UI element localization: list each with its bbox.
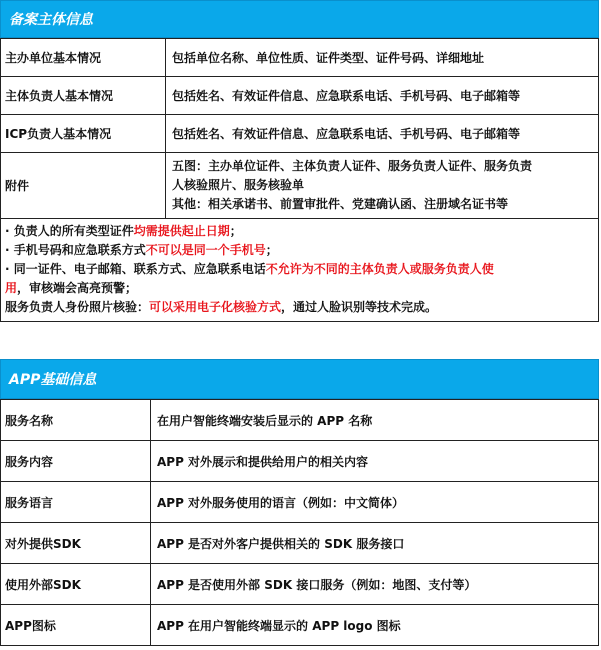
note-line: · 手机号码和应急联系方式不可以是同一个手机号； xyxy=(5,243,278,257)
note-line: · 负责人的所有类型证件均需提供起止日期； xyxy=(5,224,242,238)
row-key: 服务名称 xyxy=(1,400,151,441)
row-value: APP 对外展示和提供给用户的相关内容 xyxy=(151,441,599,482)
row-value: APP 是否对外客户提供相关的 SDK 服务接口 xyxy=(151,523,599,564)
row-key: 使用外部SDK xyxy=(1,564,151,605)
row-value: APP 是否使用外部 SDK 接口服务（例如：地图、支付等） xyxy=(151,564,599,605)
filing-subject-header: 备案主体信息 xyxy=(0,0,599,38)
row-value: APP 在用户智能终端显示的 APP logo 图标 xyxy=(151,605,599,646)
attachment-line: 其他：相关承诺书、前置审批件、党建确认函、注册域名证书等 xyxy=(172,197,509,211)
table-row xyxy=(1,605,599,646)
table-row xyxy=(1,523,599,564)
row-key: APP图标 xyxy=(1,605,151,646)
table-row xyxy=(1,482,599,523)
row-key: ICP负责人基本情况 xyxy=(1,115,166,153)
row-key: 服务语言 xyxy=(1,482,151,523)
filing-subject-table xyxy=(0,38,599,219)
row-value: 在用户智能终端安装后显示的 APP 名称 xyxy=(151,400,599,441)
row-value: APP 对外服务使用的语言（例如：中文简体） xyxy=(151,482,599,523)
note-line: 服务负责人身份照片核验：可以采用电子化核验方式，通过人脸识别等技术完成。 xyxy=(5,300,438,314)
attachment-line: 五图：主办单位证件、主体负责人证件、服务负责人证件、服务负责 xyxy=(172,159,533,173)
attachment-line: 人核验照片、服务核验单 xyxy=(172,178,305,192)
row-key: 主体负责人基本情况 xyxy=(1,77,166,115)
notes-block xyxy=(0,219,599,322)
app-basic-info-table xyxy=(0,399,599,646)
row-value xyxy=(166,153,599,219)
filing-subject-section xyxy=(0,0,599,322)
app-basic-info-section xyxy=(0,359,599,646)
row-key: 对外提供SDK xyxy=(1,523,151,564)
row-key: 主办单位基本情况 xyxy=(1,39,166,77)
app-basic-info-header: APP基础信息 xyxy=(0,359,599,399)
row-value: 包括姓名、有效证件信息、应急联系电话、手机号码、电子邮箱等 xyxy=(166,115,599,153)
row-value: 包括单位名称、单位性质、证件类型、证件号码、详细地址 xyxy=(166,39,599,77)
table-row xyxy=(1,39,599,77)
table-row xyxy=(1,400,599,441)
table-row xyxy=(1,77,599,115)
row-key: 附件 xyxy=(1,153,166,219)
table-row xyxy=(1,564,599,605)
table-row xyxy=(1,153,599,219)
note-line: · 同一证件、电子邮箱、联系方式、应急联系电话不允许为不同的主体负责人或服务负责人使 用，审核端会高亮预警； xyxy=(5,262,494,295)
table-row xyxy=(1,115,599,153)
row-key: 服务内容 xyxy=(1,441,151,482)
table-row xyxy=(1,441,599,482)
row-value: 包括姓名、有效证件信息、应急联系电话、手机号码、电子邮箱等 xyxy=(166,77,599,115)
